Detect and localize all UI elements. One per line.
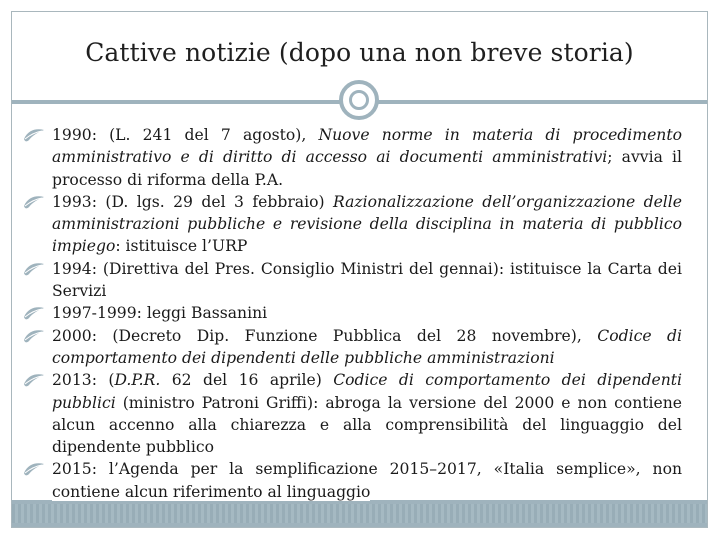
slide-title: Cattive notizie (dopo una non breve storia) — [85, 38, 634, 67]
item-text: (D. lgs. 29 del 3 febbraio) — [105, 192, 333, 211]
law-title: Codice di comportamento dei dipendenti delle pubbliche amministrazioni — [52, 326, 682, 367]
year-label: 1990 — [52, 126, 92, 144]
item-text: ; avvia il processo di riforma della P.A. — [52, 148, 683, 189]
list-item-2015: 2015: l’Agenda per la semplificazione 2015–2017, «Italia semplice», non contiene alcun riferimento al linguaggio — [22, 458, 682, 503]
year-label: 2013 — [52, 371, 92, 390]
leaf-bullet-icon — [22, 260, 46, 278]
item-text: 62 del 16 aprile) — [160, 371, 334, 390]
list-item-1990: 1990: (L. 241 del 7 agosto), Nuove norme in materia di procedimento amministrativo e di diritto di accesso ai documenti amministrativi; avvia il processo di riforma della P.A. — [22, 124, 682, 191]
leaf-bullet-icon — [22, 460, 46, 478]
law-abbrev: D.P.R. — [114, 371, 161, 390]
year-label: 1997-1999 — [52, 304, 137, 323]
leaf-bullet-icon — [22, 327, 46, 345]
law-title: Razionalizzazione dell’organizzazione delle amministrazioni pubbliche e revisione della disciplina in materia di pubblico impiego — [52, 192, 683, 256]
leaf-bullet-icon — [22, 371, 46, 389]
item-text: (ministro Patroni Griffi): abroga la versione del 2000 e non contiene alcun accenno alla chiarezza e alla comprensibilità del linguaggio del dipendente pubblico — [52, 393, 682, 457]
year-label: 2015 — [52, 460, 92, 479]
law-title: Codice di comportamento dei dipendenti pubblici — [52, 371, 682, 412]
leaf-bullet-icon — [22, 193, 46, 211]
item-text: ( — [108, 371, 115, 390]
item-text: (L. 241 del 7 agosto), — [109, 126, 319, 144]
year-label: 1994 — [52, 259, 92, 278]
list-item-1993: 1993: (D. lgs. 29 del 3 febbraio) Razionalizzazione dell’organizzazione delle amministrazioni pubbliche e revisione della disciplina in materia di pubblico impiego: istituisce l’URP — [22, 191, 682, 258]
list-item-1997-1999: 1997-1999: leggi Bassanini — [22, 302, 682, 324]
leaf-bullet-icon — [22, 126, 46, 144]
timeline-list — [22, 124, 682, 503]
list-item-2013: 2013: (D.P.R. 62 del 16 aprile) Codice di comportamento dei dipendenti pubblici (ministro Patroni Griffi): abroga la versione del 2000 e non contiene alcun accenno alla chiarezza e alla comprensibilità del linguaggio del dipendente pubblico — [22, 369, 682, 458]
list-item-1994: 1994: (Direttiva del Pres. Consiglio Ministri del gennai): istituisce la Carta dei Servizi — [22, 258, 682, 303]
year-label: 1993 — [52, 192, 92, 211]
item-text: (Direttiva del Pres. Consiglio Ministri del gennai): istituisce la Carta dei Servizi — [52, 259, 682, 301]
year-label: 2000 — [52, 326, 92, 345]
law-title: Nuove norme in materia di procedimento amministrativo e di diritto di accesso ai documenti amministrativi — [52, 126, 682, 167]
item-text: leggi Bassanini — [146, 304, 268, 323]
item-text: (Decreto Dip. Funzione Pubblica del 28 novembre), — [112, 326, 598, 345]
item-text: l’Agenda per la semplificazione 2015–2017, «Italia semplice», non contiene alcun riferimento al linguaggio — [52, 460, 682, 501]
leaf-bullet-icon — [22, 304, 46, 322]
item-text: : istituisce l’URP — [115, 237, 248, 256]
list-item-2000: 2000: (Decreto Dip. Funzione Pubblica del 28 novembre), Codice di comportamento dei dipendenti delle pubbliche amministrazioni — [22, 325, 682, 370]
